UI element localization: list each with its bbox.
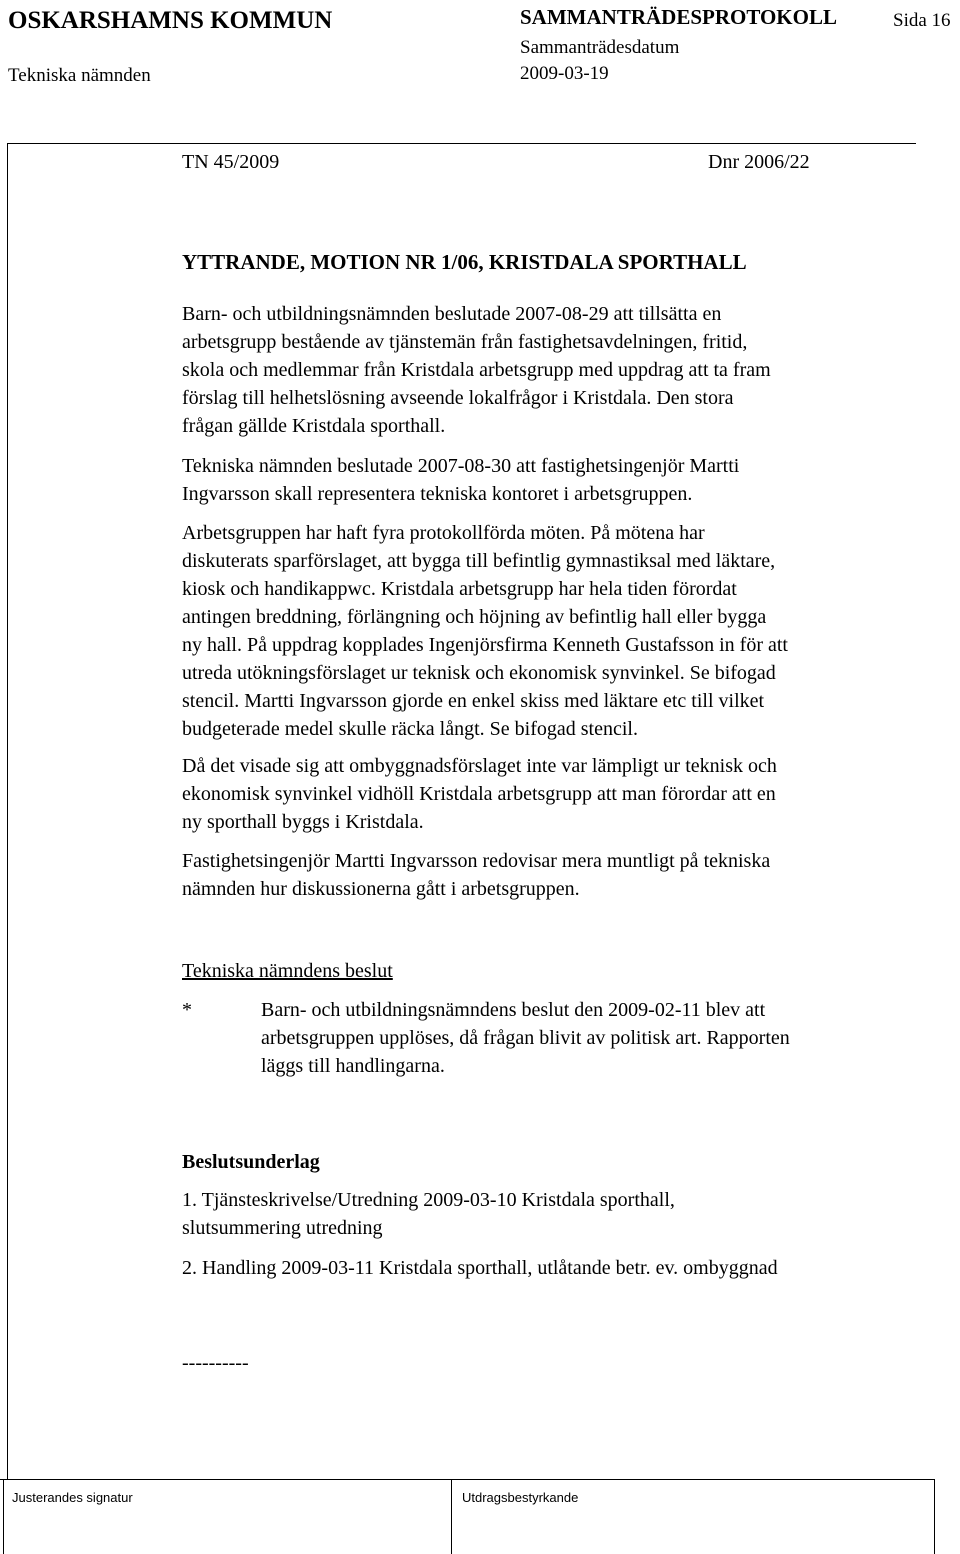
basis-heading: Beslutsunderlag bbox=[182, 1151, 320, 1173]
basis-item-1: 1. Tjänsteskrivelse/Utredning 2009-03-10 Kristdala sporthall, slutsummering utredning bbox=[182, 1189, 675, 1239]
document-type: SAMMANTRÄDESPROTOKOLL bbox=[520, 5, 837, 29]
footer-divider bbox=[451, 1479, 452, 1554]
meeting-date: 2009-03-19 bbox=[520, 63, 609, 84]
date-label: Sammanträdesdatum bbox=[520, 37, 680, 58]
end-separator: ---------- bbox=[182, 1352, 249, 1374]
footer-left-border bbox=[3, 1479, 4, 1554]
committee-name: Tekniska nämnden bbox=[8, 65, 151, 86]
page-number: Sida 16 bbox=[893, 10, 951, 31]
municipality-name: OSKARSHAMNS KOMMUN bbox=[8, 7, 333, 34]
paragraph-background: Barn- och utbildningsnämnden beslutade 2007-08-29 att tillsätta en arbetsgrupp bestående av tjänstemän från fastighetsavdelningen, fritid, skola och medlemmar från Kristdala arbetsgrupp med uppdrag att ta fram förslag till helhetslösning avseende lokalfrågor i Kristdala. Den stora frågan gällde Kristdala sporthall. bbox=[182, 303, 771, 437]
case-number: TN 45/2009 bbox=[182, 151, 280, 173]
paragraph-committee-decision: Tekniska nämnden beslutade 2007-08-30 att fastighetsingenjör Martti Ingvarsson skall representera tekniska kontoret i arbetsgruppen. bbox=[182, 455, 740, 505]
basis-item-2: 2. Handling 2009-03-11 Kristdala sporthall, utlåtande betr. ev. ombyggnad bbox=[182, 1257, 778, 1279]
decision-text: Barn- och utbildningsnämndens beslut den 2009-02-11 blev att arbetsgruppen upplöses, då frågan blivit av politisk art. Rapporten läggs till handlingarna. bbox=[261, 999, 790, 1077]
paragraph-presentation: Fastighetsingenjör Martti Ingvarsson redovisar mera muntligt på tekniska nämnden hur diskussionerna gått i arbetsgruppen. bbox=[182, 850, 771, 900]
decision-heading: Tekniska nämndens beslut bbox=[182, 960, 393, 982]
extract-label: Utdragsbestyrkande bbox=[462, 1490, 579, 1505]
signature-label: Justerandes signatur bbox=[12, 1490, 133, 1505]
left-margin-rule bbox=[7, 143, 8, 1479]
header-rule bbox=[8, 143, 916, 144]
paragraph-working-group: Arbetsgruppen har haft fyra protokollförda möten. På mötena har diskuterats sparförslaget, att bygga till befintlig gymnastiksal med läktare, kiosk och handikappwc. Kristdala arbetsgrupp har hela tiden förordat antingen breddning, förlängning och höjning av befintlig hall eller bygga ny hall. På uppdrag kopplades Ingenjörsfirma Kenneth Gustafsson in för att utreda utökningsförslaget ur teknisk och ekonomisk synvinkel. Se bifogad stencil. Martti Ingvarsson gjorde en enkel skiss med läktare etc till vilket budgeterade medel skulle räcka långt. Se bifogad stencil. bbox=[182, 522, 788, 740]
footer-rule bbox=[0, 1479, 934, 1480]
footer-right-border bbox=[934, 1479, 935, 1554]
paragraph-conclusion: Då det visade sig att ombyggnadsförslaget inte var lämpligt ur teknisk och ekonomisk synvinkel vidhöll Kristdala arbetsgrupp att man förordar att en ny sporthall byggs i Kristdala. bbox=[182, 755, 777, 833]
decision-bullet: * bbox=[182, 999, 192, 1021]
page-title: YTTRANDE, MOTION NR 1/06, KRISTDALA SPORTHALL bbox=[182, 250, 747, 274]
case-dnr: Dnr 2006/22 bbox=[708, 151, 810, 173]
